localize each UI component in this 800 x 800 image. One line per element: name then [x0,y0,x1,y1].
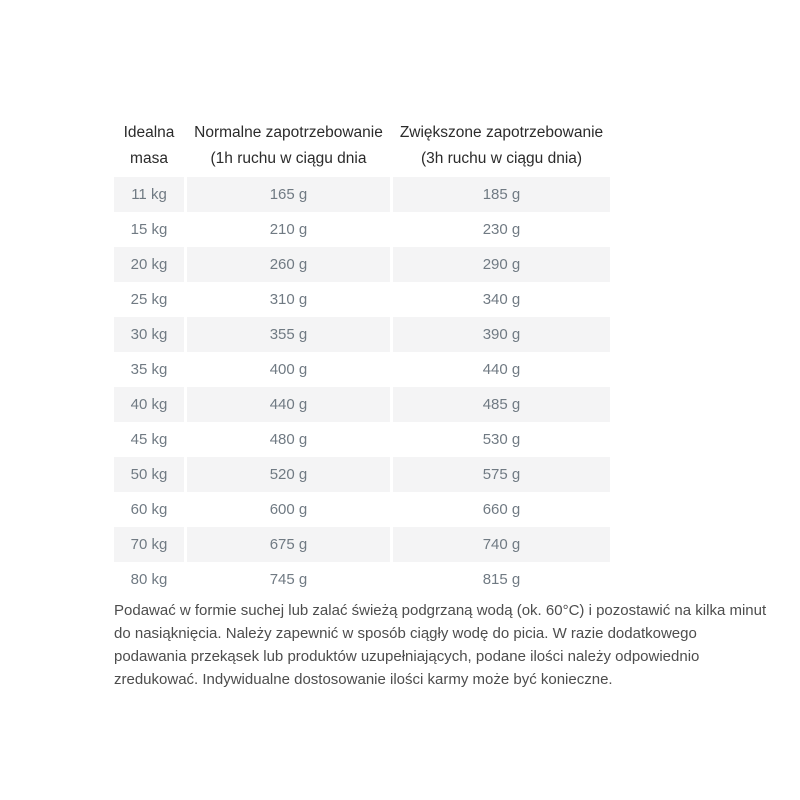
ideal-mass-cell: 50 kg [114,457,184,492]
increased-requirement-cell: 440 g [482,361,521,378]
normal-requirement-cell: 480 g [269,431,308,448]
increased-requirement-cell: 340 g [482,291,521,308]
table-row [114,177,610,212]
table-row [114,562,610,597]
table-row [114,282,610,317]
increased-requirement-cell: 185 g [393,177,610,212]
ideal-mass-cell: 40 kg [114,387,184,422]
table-row [114,387,610,422]
ideal-mass-cell: 60 kg [130,501,168,518]
ideal-mass-cell: 80 kg [130,571,168,588]
normal-requirement-cell: 355 g [187,317,390,352]
table-row [114,422,610,457]
increased-requirement-cell: 290 g [393,247,610,282]
normal-requirement-cell: 440 g [187,387,390,422]
normal-requirement-cell: 600 g [269,501,308,518]
header-line: Idealna [123,124,175,141]
header-ideal-mass [114,120,184,172]
header-line: Normalne zapotrzebowanie [194,124,383,141]
increased-requirement-cell: 390 g [393,317,610,352]
feeding-table [114,120,610,597]
normal-requirement-cell: 520 g [187,457,390,492]
ideal-mass-cell: 15 kg [130,221,168,238]
normal-requirement-cell: 165 g [187,177,390,212]
table-row [114,247,610,282]
ideal-mass-cell: 20 kg [114,247,184,282]
increased-requirement-cell: 660 g [482,501,521,518]
note-line: podawania przekąsek lub produktów uzupełniających, podane ilości należy odpowiednio [114,648,700,665]
increased-requirement-cell: 740 g [393,527,610,562]
ideal-mass-cell: 45 kg [130,431,168,448]
ideal-mass-cell: 25 kg [130,291,168,308]
ideal-mass-cell: 30 kg [114,317,184,352]
normal-requirement-cell: 400 g [269,361,308,378]
table-row [114,352,610,387]
feeding-note [114,599,774,691]
normal-requirement-cell: 675 g [187,527,390,562]
note-line: do nasiąknięcia. Należy zapewnić w sposób ciągły wodę do picia. W razie dodatkowego [114,625,697,642]
table-row [114,492,610,527]
increased-requirement-cell: 815 g [482,571,521,588]
table-row [114,212,610,247]
header-line: (3h ruchu w ciągu dnia) [420,150,583,167]
header-normal-requirement [187,120,390,172]
table-row [114,527,610,562]
header-line: (1h ruchu w ciągu dnia [210,150,367,167]
ideal-mass-cell: 70 kg [114,527,184,562]
ideal-mass-cell: 35 kg [130,361,168,378]
normal-requirement-cell: 310 g [269,291,308,308]
increased-requirement-cell: 485 g [393,387,610,422]
table-row [114,317,610,352]
table-body [114,177,610,597]
increased-requirement-cell: 230 g [482,221,521,238]
normal-requirement-cell: 210 g [269,221,308,238]
table-row [114,457,610,492]
increased-requirement-cell: 530 g [482,431,521,448]
header-increased-requirement [393,120,610,172]
normal-requirement-cell: 260 g [187,247,390,282]
ideal-mass-cell: 11 kg [114,177,184,212]
header-line: Zwiększone zapotrzebowanie [399,124,604,141]
normal-requirement-cell: 745 g [269,571,308,588]
increased-requirement-cell: 575 g [393,457,610,492]
table-header [114,120,610,172]
note-line: zredukować. Indywidualne dostosowanie ilości karmy może być konieczne. [114,671,613,688]
note-line: Podawać w formie suchej lub zalać świeżą podgrzaną wodą (ok. 60°C) i pozostawić na kilka minut [114,602,767,619]
header-line: masa [130,150,168,167]
